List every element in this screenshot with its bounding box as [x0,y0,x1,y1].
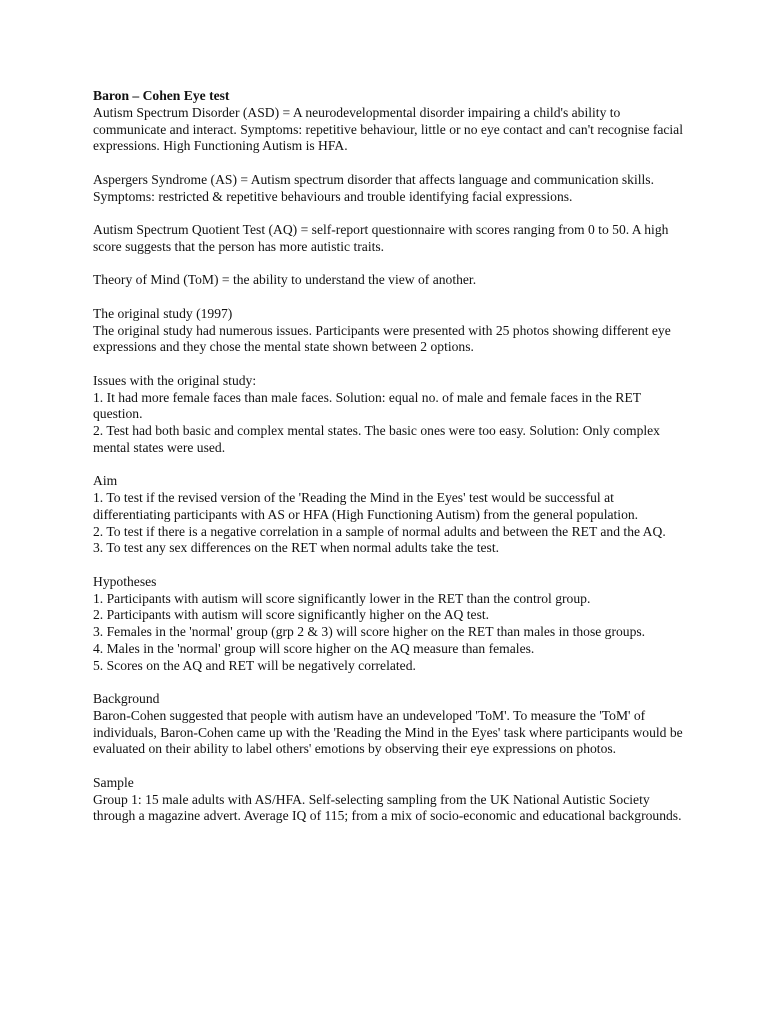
background-heading: Background [93,691,160,706]
aim-item: 1. To test if the revised version of the 'Reading the Mind in the Eyes' test would be successful at differentiating participants with AS or HFA (High Functioning Autism) from the general population. [93,490,639,522]
as-definition: Aspergers Syndrome (AS) = Autism spectrum disorder that affects language and communication skills. Symptoms: restricted & repetitive behaviours and trouble identifying facial expressions. [93,171,655,204]
aim-section [93,473,683,557]
issues-item: 1. It had more female faces than male faces. Solution: equal no. of male and female faces in the RET question. [93,389,641,422]
asd-definition: Autism Spectrum Disorder (ASD) = A neurodevelopmental disorder impairing a child's ability to communicate and interact. Symptoms: repetitive behaviour, little or no eye contact and can't recognise facial expressions. High Functioning Autism is HFA. [93,104,683,154]
hypothesis-item: 3. Females in the 'normal' group (grp 2 & 3) will score higher on the RET than males in those groups. [93,624,646,639]
hypothesis-item: 1. Participants with autism will score significantly lower in the RET than the control group. [93,590,591,606]
original-study-heading: The original study (1997) [93,305,233,321]
background-section [93,691,683,758]
hypothesis-item: 5. Scores on the AQ and RET will be negatively correlated. [93,657,416,673]
hypotheses-section [93,574,683,675]
original-study-section [93,306,683,356]
document-title: Baron – Cohen Eye test [93,88,230,103]
definitions-asd-block [93,88,683,155]
aq-definition: Autism Spectrum Quotient Test (AQ) = self-report questionnaire with scores ranging from 0 to 50. A high score suggests that the person has more autistic traits. [93,222,669,254]
aim-item: 3. To test any sex differences on the RET when normal adults take the test. [93,540,500,556]
hypotheses-heading: Hypotheses [93,573,157,589]
sample-text: Group 1: 15 male adults with AS/HFA. Self-selecting sampling from the UK National Autistic Society through a magazine advert. Average IQ of 115; from a mix of socio-economic and educational backgrounds. [93,791,682,824]
document-page [93,88,683,842]
aim-heading: Aim [93,473,118,489]
hypothesis-item: 4. Males in the 'normal' group will score higher on the AQ measure than females. [93,640,535,656]
issues-heading: Issues with the original study: [93,372,257,388]
background-text: Baron-Cohen suggested that people with autism have an undeveloped 'ToM'. To measure the 'ToM' of individuals, Baron-Cohen came up with the 'Reading the Mind in the Eyes' task where participants would be evaluated on their ability to label others' emotions by observing their eye expressions on photos. [93,707,683,757]
sample-section [93,775,683,825]
issues-section [93,373,683,457]
hypothesis-item: 2. Participants with autism will score significantly higher on the AQ test. [93,607,490,623]
original-study-text: The original study had numerous issues. Participants were presented with 25 photos showing different eye expressions and they chose the mental state shown between 2 options. [93,322,671,355]
issues-item: 2. Test had both basic and complex mental states. The basic ones were too easy. Solution: Only complex mental states were used. [93,423,660,455]
sample-heading: Sample [93,774,134,790]
aim-item: 2. To test if there is a negative correlation in a sample of normal adults and between the RET and the AQ. [93,523,666,539]
tom-definition: Theory of Mind (ToM) = the ability to understand the view of another. [93,272,477,288]
